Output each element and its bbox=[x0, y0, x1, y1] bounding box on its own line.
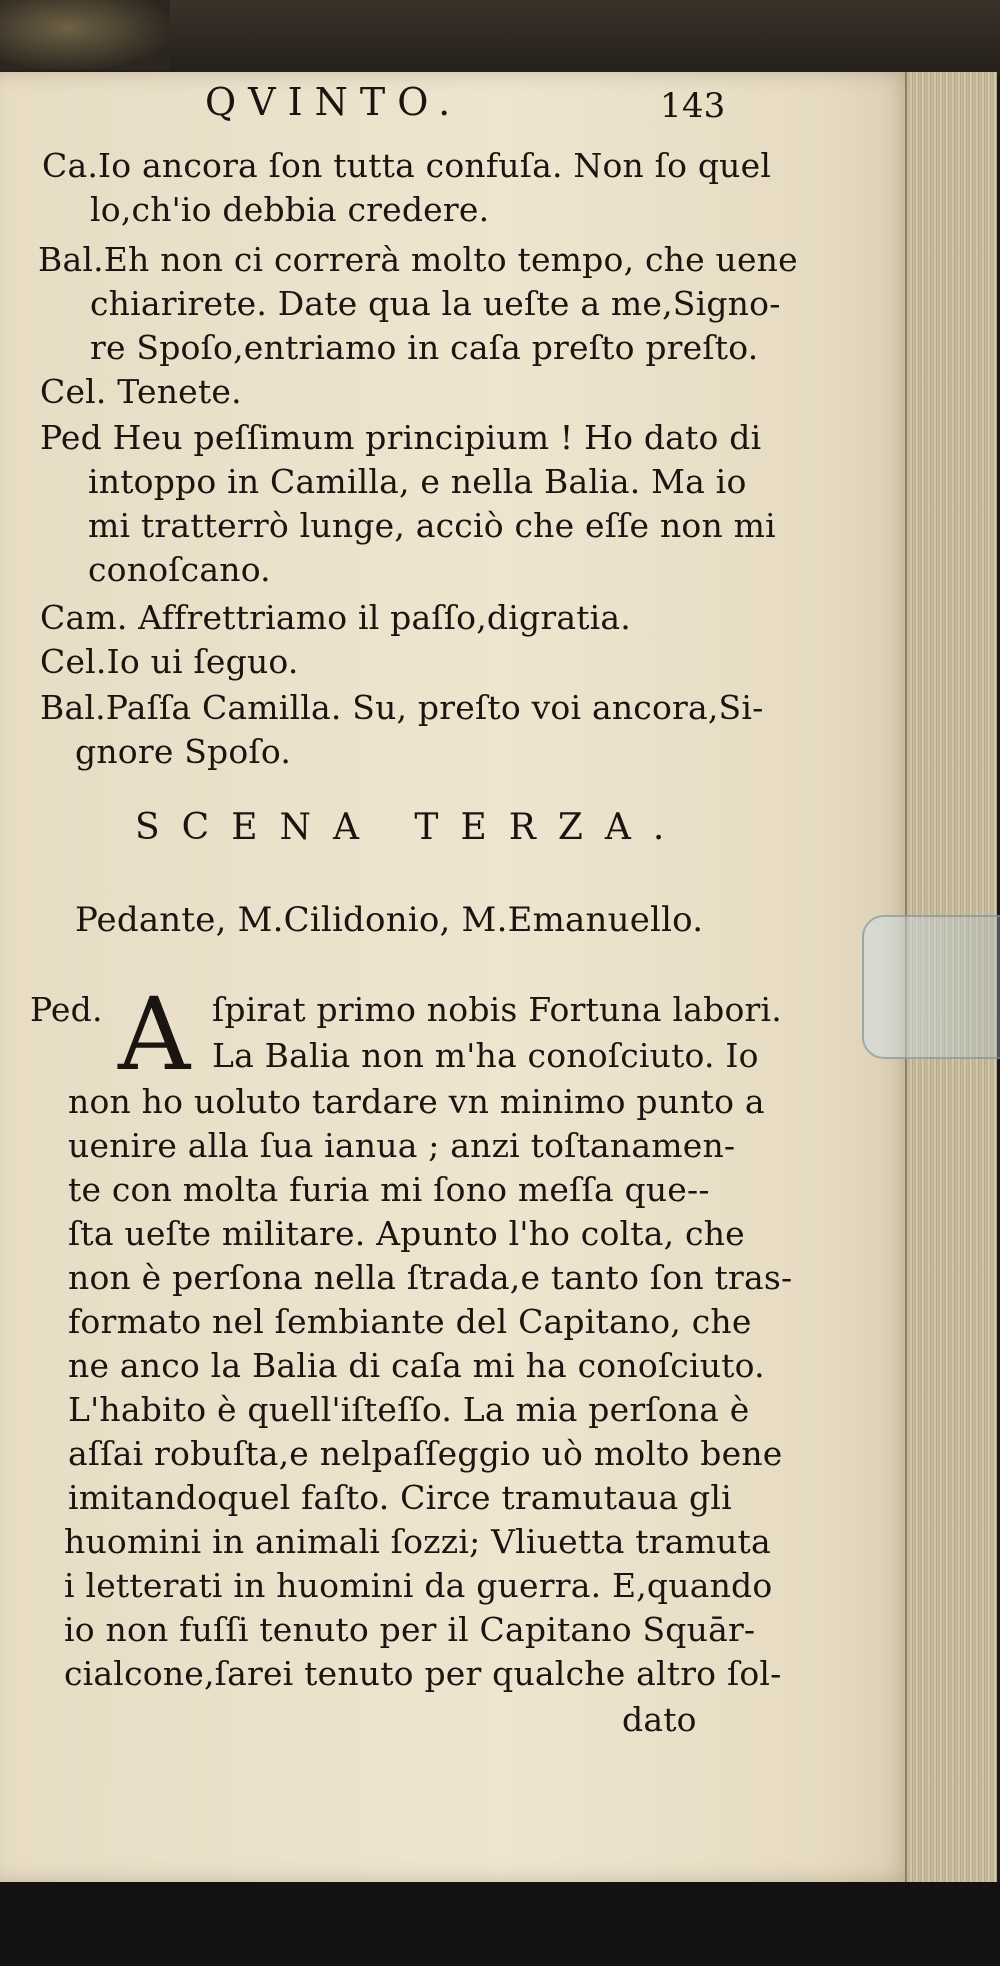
dialogue-line: gnore Spoſo. bbox=[75, 732, 292, 771]
dialogue-line: re Spoſo,entriamo in caſa preſto preſto. bbox=[90, 328, 759, 367]
monologue-line: La Balia non m'ha conoſciuto. Io bbox=[212, 1036, 759, 1075]
dialogue-line: Cam. Affrettriamo il paſſo,digratia. bbox=[40, 598, 631, 637]
monologue-line: non ho uoluto tardare vn minimo punto a bbox=[68, 1082, 765, 1121]
monologue-line: L'habito è quell'iſteſſo. La mia perſona è bbox=[68, 1390, 750, 1429]
monologue-line: formato nel ſembiante del Capitano, che bbox=[68, 1302, 752, 1341]
running-header: QVINTO. bbox=[205, 80, 463, 124]
dialogue-line: Ped Heu peſſimum principium ! Ho dato di bbox=[40, 418, 762, 457]
dialogue-line: mi tratterrò lunge, acciò che eſſe non mi bbox=[88, 506, 776, 545]
dialogue-line: intoppo in Camilla, e nella Balia. Ma io bbox=[88, 462, 747, 501]
monologue-line: i letterati in huomini da guerra. E,quando bbox=[64, 1566, 773, 1605]
dialogue-line: chiarirete. Date qua la ueſte a me,Signo- bbox=[90, 284, 781, 323]
monologue-line: huomini in animali ſozzi; Vliuetta tramuta bbox=[64, 1522, 771, 1561]
dialogue-line: Bal.Eh non ci correrà molto tempo, che uene bbox=[38, 240, 798, 279]
monologue-line: ſta ueſte militare. Apunto l'ho colta, che bbox=[68, 1214, 745, 1253]
monologue-line: cialcone,ſarei tenuto per qualche altro ſol- bbox=[64, 1654, 782, 1693]
monologue-line: io non fuſſi tenuto per il Capitano Squār- bbox=[64, 1610, 756, 1649]
page-number: 143 bbox=[660, 86, 726, 126]
catchword: dato bbox=[622, 1700, 697, 1739]
dialogue-line: Cel. Tenete. bbox=[40, 372, 242, 411]
monologue-line: non è perſona nella ſtrada,e tanto ſon tras- bbox=[68, 1258, 793, 1297]
monologue-line: uenire alla ſua ianua ; anzi toſtanamen- bbox=[68, 1126, 736, 1165]
dialogue-line: Ca.Io ancora ſon tutta confuſa. Non ſo quel bbox=[42, 146, 772, 185]
scene-heading: SCENA TERZA. bbox=[135, 807, 687, 848]
dialogue-line: Cel.Io ui ſeguo. bbox=[40, 642, 299, 681]
drop-cap: A bbox=[118, 976, 191, 1093]
dialogue-line: lo,ch'io debbia credere. bbox=[90, 190, 490, 229]
monologue-line: ne anco la Balia di caſa mi ha conoſciuto. bbox=[68, 1346, 765, 1385]
speaker-label: Ped. bbox=[30, 990, 103, 1029]
dialogue-line: conoſcano. bbox=[88, 550, 271, 589]
monologue-line: aſſai robuſta,e nelpaſſeggio uò molto bene bbox=[68, 1434, 783, 1473]
monologue-line: ſpirat primo nobis Fortuna labori. bbox=[212, 990, 782, 1029]
scene-characters: Pedante, M.Cilidonio, M.Emanuello. bbox=[75, 900, 704, 940]
monologue-line: imitandoquel faſto. Circe tramutaua gli bbox=[68, 1478, 732, 1517]
monologue-line: te con molta furia mi ſono meſſa que-- bbox=[68, 1170, 710, 1209]
dialogue-line: Bal.Paſſa Camilla. Su, preſto voi ancora,Si- bbox=[40, 688, 764, 727]
